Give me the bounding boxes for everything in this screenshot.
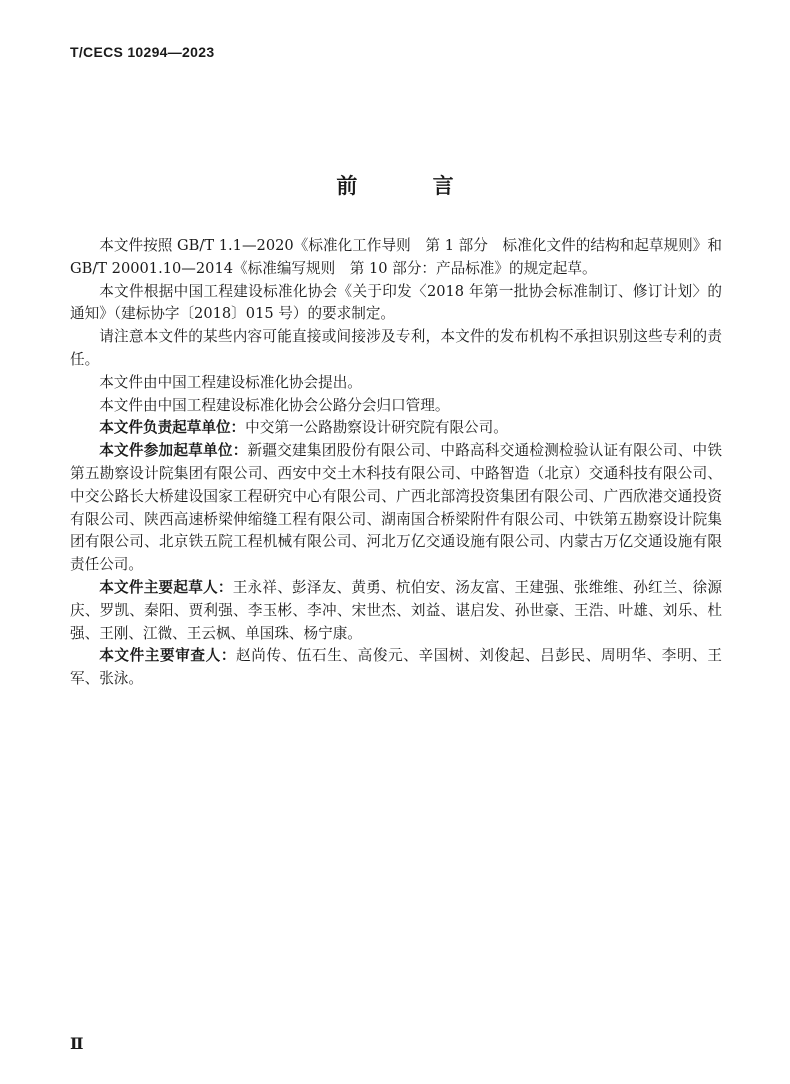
paragraph-label: 本文件负责起草单位： [99, 419, 246, 437]
paragraph-label: 本文件主要审查人： [99, 647, 237, 665]
paragraph-text: 请注意本文件的某些内容可能直接或间接涉及专利，本文件的发布机构不承担识别这些专利的责任。 [70, 328, 722, 368]
paragraph-management [70, 395, 722, 418]
foreword-body [70, 235, 722, 691]
paragraph-plan-basis [70, 281, 722, 327]
paragraph-patent-notice [70, 326, 722, 372]
page-title: 前 言 [336, 173, 488, 198]
paragraph-participating-drafters [70, 440, 722, 577]
paragraph-label: 本文件参加起草单位： [99, 442, 248, 460]
paragraph-text: 中交第一公路勘察设计研究院有限公司。 [245, 419, 508, 437]
paragraph-text: 新疆交建集团股份有限公司、中路高科交通检测检验认证有限公司、中铁第五勘察设计院集团有限公司、西安中交土木科技有限公司、中路智造（北京）交通科技有限公司、中交公路长大桥建设国家工程研究中心有限公司、广西北部湾投资集团有限公司、广西欣港交通投资有限公司、陕西高速桥梁伸缩缝工程有限公司、湖南国合桥梁附件有限公司、中铁第五勘察设计院集团有限公司、北京铁五院工程机械有限公司、河北万亿交通设施有限公司、内蒙古万亿交通设施有限责任公司。 [70, 442, 722, 574]
paragraph-text: 本文件根据中国工程建设标准化协会《关于印发〈2018 年第一批协会标准制订、修订计划〉的通知》（建标协字〔2018〕015 号）的要求制定。 [70, 282, 722, 323]
paragraph-text: 赵尚传、伍石生、高俊元、辛国树、刘俊起、吕彭民、周明华、李明、王军、张泳。 [70, 647, 722, 688]
paragraph-text: 本文件按照 GB/T 1.1—2020《标准化工作导则 第 1 部分 标准化文件的结构和起草规则》和 GB/T 20001.10—2014《标准编写规则 第 10 部分：产品标准》的规定起草。 [70, 237, 722, 277]
paragraph-text: 王永祥、彭泽友、黄勇、杭伯安、汤友富、王建强、张维维、孙红兰、徐源庆、罗凯、秦阳、贾利强、李玉彬、李冲、宋世杰、刘益、谌启发、孙世豪、王浩、叶雄、刘乐、杜强、王刚、江微、王云枫、单国珠、杨宁康。 [70, 578, 722, 642]
paragraph-lead-drafter [70, 417, 722, 440]
paragraph-main-drafters [70, 577, 722, 645]
paragraph-standard-basis [70, 235, 722, 281]
paragraph-text: 本文件由中国工程建设标准化协会公路分会归口管理。 [99, 396, 450, 414]
paragraph-proposer [70, 372, 722, 395]
paragraph-label: 本文件主要起草人： [99, 578, 233, 596]
paragraph-reviewers [70, 645, 722, 691]
page-number: Ⅱ [70, 1034, 84, 1053]
document-number: T/CECS 10294—2023 [70, 44, 215, 60]
paragraph-text: 本文件由中国工程建设标准化协会提出。 [99, 373, 362, 391]
